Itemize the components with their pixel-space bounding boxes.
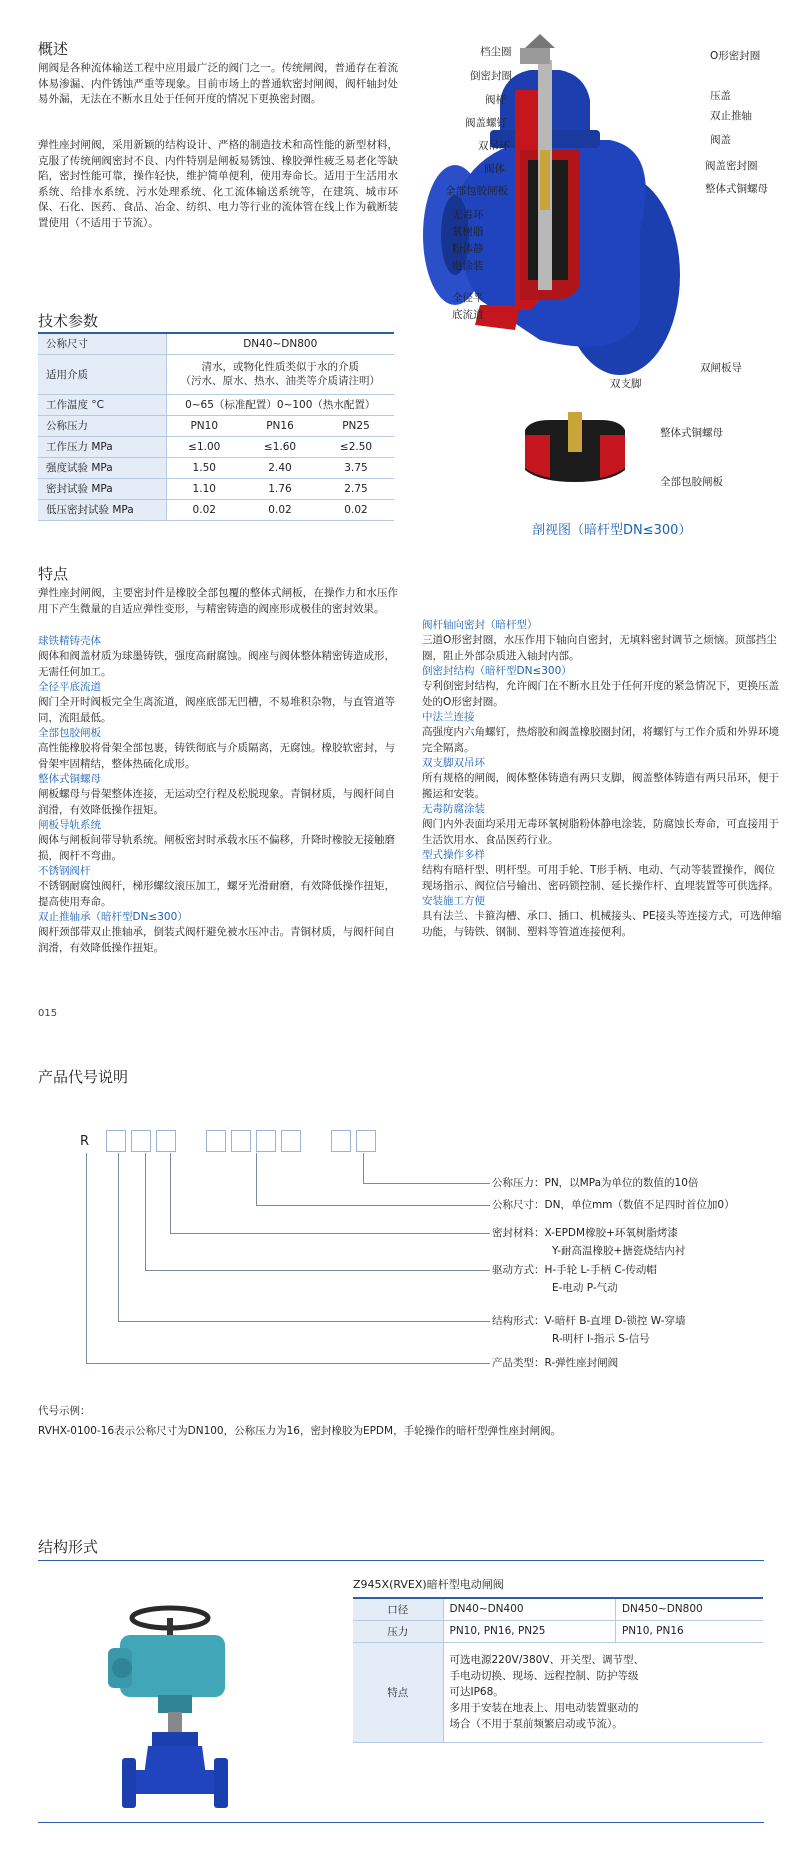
callout-wedge-guide: 双闸板导 bbox=[700, 362, 742, 374]
bore-line: 底流道 bbox=[452, 309, 484, 321]
coating-line: 氧树脂 bbox=[452, 226, 484, 238]
overview-paragraph-1: 闸阀是各种流体输送工程中应用最广泛的阀门之一。传统闸阀，普通存在着流体易渗漏、内件锈蚀严重等现象。目前市场上的普通软密封闸阀，阀杆轴封处易外漏，无法在不断水且处于任何开度的情况下更换密封圈。 bbox=[38, 62, 398, 105]
feature-heading: 闸板导轨系统 bbox=[38, 819, 101, 831]
overview-title: 概述 bbox=[38, 40, 69, 58]
param-cell: 2.40 bbox=[242, 457, 318, 478]
feature-heading: 倒密封结构（暗杆型DN≤300） bbox=[422, 665, 572, 677]
feature-heading: 整体式铜螺母 bbox=[38, 773, 101, 785]
structure-title: 结构形式 bbox=[38, 1538, 99, 1556]
param-label: 密封试验 MPa bbox=[38, 478, 166, 499]
feature-heading: 无毒防腐涂装 bbox=[422, 803, 485, 815]
spec-table-wrap bbox=[353, 1597, 763, 1743]
coating-line: 无毒环 bbox=[452, 209, 484, 221]
feature-heading: 全径平底流道 bbox=[38, 681, 101, 693]
leader-line bbox=[363, 1183, 490, 1184]
leader-line bbox=[86, 1153, 87, 1363]
code-box bbox=[356, 1130, 376, 1152]
coating-line: 电涂装 bbox=[452, 260, 484, 272]
callout-reverse-seal: 倒密封圈 bbox=[470, 70, 512, 82]
param-cell: 1.10 bbox=[166, 478, 242, 499]
callout-brass-nut: 整体式铜螺母 bbox=[705, 183, 768, 195]
code-box bbox=[206, 1130, 226, 1152]
code-box bbox=[281, 1130, 301, 1152]
feature-heading: 型式操作多样 bbox=[422, 849, 485, 861]
callout-double-feet: 双支脚 bbox=[610, 378, 642, 390]
medium-line-2: （污水、原水、热水、油类等介质请注明） bbox=[180, 375, 380, 387]
param-label: 工作压力 MPa bbox=[38, 436, 166, 457]
feature-body: 具有法兰、卡箍沟槽、承口、插口、机械接头、PE接头等连接方式，可选伸缩功能，与铸铁、钢制、塑料等管道连接便利。 bbox=[422, 910, 782, 938]
leader-line bbox=[118, 1321, 490, 1322]
callout-bonnet-bolt: 阀盖螺钉 bbox=[465, 117, 507, 129]
electric-valve-image bbox=[100, 1590, 250, 1820]
code-box bbox=[156, 1130, 176, 1152]
callout-bonnet-gasket: 阀盖密封圈 bbox=[705, 160, 758, 172]
param-value: DN40~DN800 bbox=[166, 333, 394, 354]
leader-line bbox=[86, 1363, 490, 1364]
feature-line: 多用于安装在地表上、用电动装置驱动的 bbox=[449, 1702, 639, 1714]
param-cell: ≤2.50 bbox=[318, 436, 394, 457]
leader-line bbox=[256, 1153, 257, 1205]
feature-heading: 中法兰连接 bbox=[422, 711, 475, 723]
spec-label: 压力 bbox=[353, 1620, 443, 1642]
param-cell: ≤1.60 bbox=[242, 436, 318, 457]
structure-bottom-rule bbox=[38, 1822, 764, 1823]
code-item-structure-2: R-明杆 I-指示 S-信号 bbox=[552, 1333, 650, 1345]
spec-label: 特点 bbox=[353, 1642, 443, 1742]
feature-line: 场合（不用于泵前频繁启动或节流）。 bbox=[449, 1718, 623, 1730]
feature-body: 闸板螺母与骨架整体连接，无运动空行程及松脱现象。青铜材质，与阀杆间自润滑，有效降低操作扭矩。 bbox=[38, 788, 395, 816]
overview-paragraph-2: 弹性座封闸阀，采用新颖的结构设计、严格的制造技术和高性能的新型材料，克服了传统闸阀密封不良、内件特别是闸板易锈蚀、橡胶弹性疲乏易老化等缺陷，密封性能可靠，操作轻快，维护简单便利，使用寿命长。适用于生活用水系统、给排水系统、污水处理系统、化工流体输送系统等，在建筑、城市环保、石化、医药、食品、冶金、纺织、电力等行业的流体管在线上作为截断装置使用（不适用于节流）。 bbox=[38, 139, 398, 229]
leader-line bbox=[145, 1270, 490, 1271]
feature-line: 可选电源220V/380V、开关型、调节型、 bbox=[449, 1654, 644, 1666]
feature-body: 高性能橡胶将骨架全部包裹，铸铁彻底与介质隔离，无腐蚀。橡胶软密封，与骨架牢固精结，整体热硫化成形。 bbox=[38, 742, 395, 770]
param-cell: 3.75 bbox=[318, 457, 394, 478]
feature-line: 可达IP68。 bbox=[449, 1686, 504, 1698]
code-item-size: 公称尺寸：DN，单位mm（数值不足四时首位加0） bbox=[492, 1199, 735, 1211]
bore-line: 全径平 bbox=[452, 292, 484, 304]
code-box bbox=[131, 1130, 151, 1152]
callout-coating bbox=[452, 207, 484, 275]
params-table bbox=[38, 332, 394, 521]
param-cell: 0.02 bbox=[318, 499, 394, 520]
param-cell: PN16 bbox=[242, 415, 318, 436]
param-cell: ≤1.00 bbox=[166, 436, 242, 457]
code-item-structure: 结构形式：V-暗杆 B-直埋 D-锁控 W-穿墙 bbox=[492, 1315, 686, 1327]
param-cell: PN10 bbox=[166, 415, 242, 436]
code-box bbox=[331, 1130, 351, 1152]
param-cell: 1.76 bbox=[242, 478, 318, 499]
wedge-inset-illustration bbox=[510, 410, 640, 490]
callout-bonnet: 阀盖 bbox=[710, 134, 731, 146]
feature-heading: 阀杆轴向密封（暗杆型） bbox=[422, 619, 538, 631]
callout-o-ring: O形密封圈 bbox=[710, 50, 761, 62]
features-left-column bbox=[38, 634, 398, 956]
feature-body: 阀杆颈部带双止推轴承，倒装式阀杆避免被水压冲击。青铜材质，与阀杆间自润滑，有效降低操作扭矩。 bbox=[38, 926, 395, 954]
callout-full-bore bbox=[452, 290, 484, 324]
leader-line bbox=[363, 1153, 364, 1183]
callout-double-lifting-ring: 双吊环 bbox=[478, 140, 510, 152]
code-item-type: 产品类型：R-弹性座封闸阀 bbox=[492, 1357, 619, 1369]
feature-body: 高强度内六角螺钉，热熔胶和阀盖橡胶圈封闭，将螺钉与工作介质和外界环境完全隔离。 bbox=[422, 726, 779, 754]
spec-cell: DN40~DN400 bbox=[443, 1598, 615, 1620]
params-title: 技术参数 bbox=[38, 312, 99, 330]
product-title: Z945X(RVEX)暗杆型电动闸阀 bbox=[353, 1578, 504, 1591]
feature-body: 阀体和阀盖材质为球墨铸铁，强度高耐腐蚀。阀座与阀体整体精密铸造成形，无需任何加工。 bbox=[38, 650, 395, 678]
feature-heading: 双支脚双吊环 bbox=[422, 757, 485, 769]
feature-heading: 双止推轴承（暗杆型DN≤300） bbox=[38, 911, 188, 923]
leader-line bbox=[118, 1153, 119, 1321]
param-label: 适用介质 bbox=[38, 354, 166, 394]
feature-body: 结构有暗杆型、明杆型。可用手轮、T形手柄、电动、气动等装置操作，阀位现场指示、阀位信号输出、密码锁控制、延长操作杆、直埋装置等可供选择。 bbox=[422, 864, 779, 892]
code-example: RVHX-0100-16表示公称尺寸为DN100，公称压力为16，密封橡胶为EPDM，手轮操作的暗杆型弹性座封闸阀。 bbox=[38, 1425, 562, 1437]
param-cell: 1.50 bbox=[166, 457, 242, 478]
code-box bbox=[256, 1130, 276, 1152]
code-item-seal: 密封材料：X-EPDM橡胶+环氧树脂烤漆 bbox=[492, 1227, 678, 1239]
leader-line bbox=[170, 1153, 171, 1233]
callout-thrust-bearing: 双止推轴 bbox=[710, 110, 752, 122]
code-title: 产品代号说明 bbox=[38, 1068, 129, 1086]
param-cell: 0.02 bbox=[166, 499, 242, 520]
code-item-pressure: 公称压力：PN，以MPa为单位的数值的10倍 bbox=[492, 1177, 699, 1189]
params-table-wrap bbox=[38, 332, 394, 521]
param-label: 公称尺寸 bbox=[38, 333, 166, 354]
spec-label: 口径 bbox=[353, 1598, 443, 1620]
code-box bbox=[106, 1130, 126, 1152]
param-label: 公称压力 bbox=[38, 415, 166, 436]
feature-body: 三道O形密封圈，水压作用下轴向自密封，无填料密封调节之烦恼。顶部挡尘圈，阻止外部杂质进入轴封内部。 bbox=[422, 634, 777, 662]
leader-line bbox=[170, 1233, 490, 1234]
code-box bbox=[231, 1130, 251, 1152]
feature-body: 所有规格的闸阀，阀体整体铸造有两只支脚，阀盖整体铸造有两只吊环，便于搬运和安装。 bbox=[422, 772, 779, 800]
feature-body: 阀门全开时阀板完全生离流道，阀座底部无凹槽，不易堆积杂物，与直管道等同，流阻最低。 bbox=[38, 696, 395, 724]
code-item-drive: 驱动方式：H-手轮 L-手柄 C-传动帽 bbox=[492, 1264, 657, 1276]
param-label: 强度试验 MPa bbox=[38, 457, 166, 478]
param-cell: PN25 bbox=[318, 415, 394, 436]
coating-line: 粉体静 bbox=[452, 243, 484, 255]
feature-body: 阀门内外表面均采用无毒环氧树脂粉体静电涂装，防腐蚀长寿命，可直接用于生活饮用水、食品医药行业。 bbox=[422, 818, 779, 846]
leader-line bbox=[256, 1205, 490, 1206]
code-item-drive-2: E-电动 P-气动 bbox=[552, 1282, 618, 1294]
inset-label-wedge: 全部包胶闸板 bbox=[660, 476, 723, 488]
feature-body: 阀体与闸板间带导轨系统。闸板密封时承载水压不偏移，升降时橡胶无接触磨损，阀杆不弯曲。 bbox=[38, 834, 395, 862]
spec-cell: PN10, PN16, PN25 bbox=[443, 1620, 615, 1642]
feature-heading: 全部包胶闸板 bbox=[38, 727, 101, 739]
diagram-caption: 剖视图（暗杆型DN≤300） bbox=[532, 523, 692, 538]
leader-line bbox=[145, 1153, 146, 1270]
features-title: 特点 bbox=[38, 565, 69, 583]
callout-wedge: 全部包胶闸板 bbox=[445, 185, 508, 197]
medium-line-1: 清水，或物化性质类似于水的介质 bbox=[201, 361, 359, 373]
callout-body: 阀体 bbox=[484, 163, 505, 175]
structure-rule bbox=[38, 1560, 764, 1561]
feature-heading: 安装施工方便 bbox=[422, 895, 485, 907]
feature-heading: 球铁精铸壳体 bbox=[38, 635, 101, 647]
page-number: 015 bbox=[38, 1008, 58, 1019]
feature-heading: 不锈钢阀杆 bbox=[38, 865, 91, 877]
features-right-column bbox=[422, 618, 782, 940]
param-cell: 0.02 bbox=[242, 499, 318, 520]
param-value bbox=[166, 354, 394, 394]
code-example-label: 代号示例： bbox=[38, 1405, 91, 1417]
inset-label-nut: 整体式铜螺母 bbox=[660, 427, 723, 439]
param-value: 0~65（标准配置）0~100（热水配置） bbox=[166, 394, 394, 415]
code-item-seal-2: Y-耐高温橡胶+搪瓷烧结内衬 bbox=[552, 1245, 686, 1257]
feature-line: 手电动切换、现场、远程控制、防护等级 bbox=[449, 1670, 639, 1682]
param-cell: 2.75 bbox=[318, 478, 394, 499]
spec-cell: DN450~DN800 bbox=[615, 1598, 763, 1620]
features-intro: 弹性座封闸阀，主要密封件是橡胶全部包覆的整体式闸板，在操作力和水压作用下产生微量的自适应弹性变形，与精密铸造的阀座形成极佳的密封效果。 bbox=[38, 587, 398, 615]
feature-body: 不锈钢耐腐蚀阀杆，梯形螺纹滚压加工，螺牙光滑耐磨，有效降低操作扭矩，提高使用寿命。 bbox=[38, 880, 395, 908]
callout-dust-ring: 档尘圈 bbox=[480, 46, 512, 58]
param-label: 低压密封试验 MPa bbox=[38, 499, 166, 520]
callout-gland: 压盖 bbox=[710, 90, 731, 102]
feature-body: 专利倒密封结构，允许阀门在不断水且处于任何开度的紧急情况下，更换压盖处的O形密封圈。 bbox=[422, 680, 779, 708]
callout-stem: 阀杆 bbox=[485, 94, 506, 106]
spec-features bbox=[443, 1642, 763, 1742]
param-label: 工作温度 °C bbox=[38, 394, 166, 415]
spec-cell: PN10, PN16 bbox=[615, 1620, 763, 1642]
spec-table bbox=[353, 1597, 763, 1743]
code-prefix: R bbox=[80, 1134, 90, 1149]
